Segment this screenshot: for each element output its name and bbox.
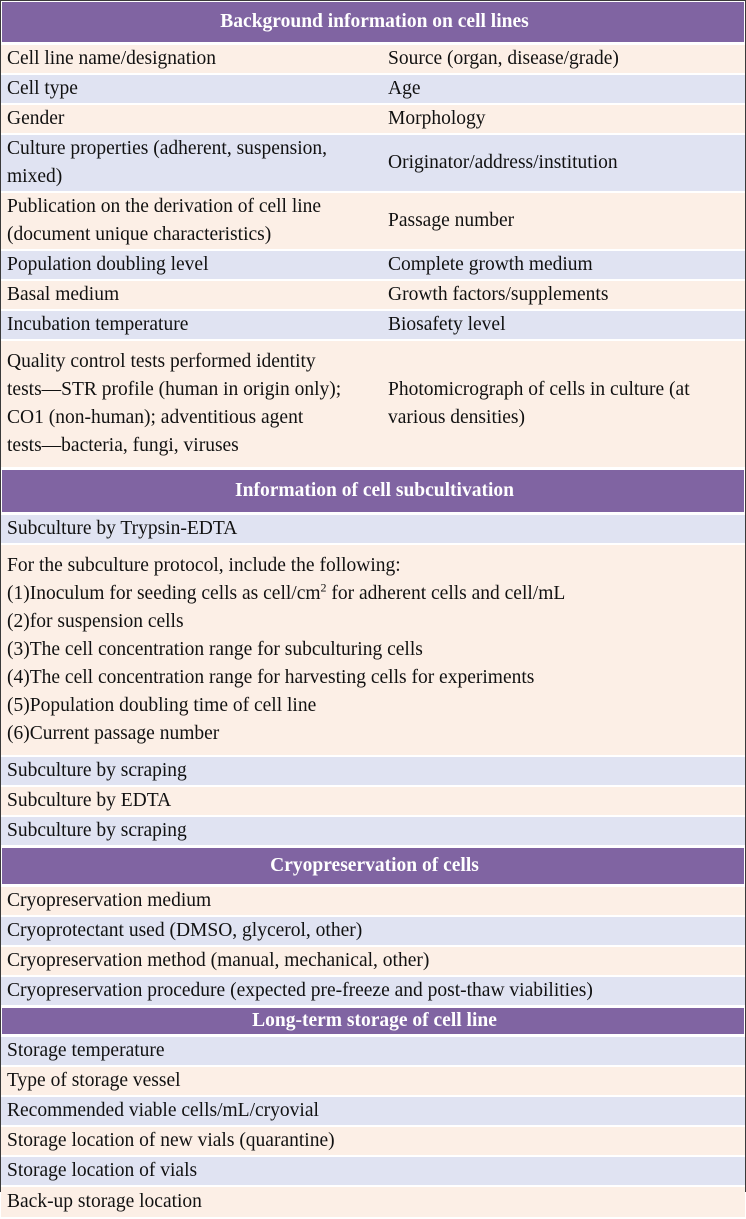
field-label: Storage location of new vials (quarantine) — [1, 1127, 745, 1155]
field-label: Morphology — [382, 105, 745, 133]
protocol-item-text: for adherent cells and cell/mL — [326, 583, 566, 604]
section-header-cryopreservation — [1, 847, 745, 885]
field-label: Subculture by Trypsin-EDTA — [1, 515, 745, 543]
qc-line: tests—bacteria, fungi, viruses — [7, 435, 239, 456]
quality-control-cell — [1, 341, 382, 467]
field-label: Gender — [1, 105, 382, 133]
field-label: Population doubling level — [1, 251, 382, 279]
field-label: Recommended viable cells/mL/cryovial — [1, 1097, 745, 1125]
field-label: Cell line name/designation — [1, 45, 382, 73]
table-row — [1, 75, 745, 103]
field-label: Cell type — [1, 75, 382, 103]
field-label: Passage number — [382, 193, 745, 249]
section-header-subcultivation — [1, 469, 745, 513]
qc-line: Quality control tests performed identity — [7, 351, 316, 372]
protocol-cell — [1, 545, 745, 755]
protocol-item — [7, 580, 742, 608]
protocol-item: (3)The cell concentration range for subculturing cells — [7, 639, 423, 660]
table-row — [1, 1097, 745, 1125]
table-row-quality-control — [1, 341, 745, 467]
qc-line: tests—STR profile (human in origin only); — [7, 379, 342, 400]
protocol-item: (2)for suspension cells — [7, 611, 184, 632]
field-label: Incubation temperature — [1, 311, 382, 339]
field-label: Cryopreservation medium — [1, 887, 745, 915]
field-label: Age — [382, 75, 745, 103]
section-title-subcultivation: Information of cell subcultivation — [1, 469, 745, 513]
field-label: Source (organ, disease/grade) — [382, 45, 745, 73]
field-label: Biosafety level — [382, 311, 745, 339]
field-label: Back-up storage location — [1, 1187, 745, 1217]
field-label: Subculture by EDTA — [1, 787, 745, 815]
table-row — [1, 817, 745, 845]
protocol-intro: For the subculture protocol, include the following: — [7, 555, 401, 576]
field-label: Storage temperature — [1, 1037, 745, 1065]
table-row — [1, 251, 745, 279]
table-row — [1, 887, 745, 915]
field-label: Cryopreservation method (manual, mechanical, other) — [1, 947, 745, 975]
table-row — [1, 281, 745, 309]
table-row — [1, 1157, 745, 1185]
table-row — [1, 193, 745, 249]
table-row — [1, 1127, 745, 1155]
protocol-item: (6)Current passage number — [7, 723, 220, 744]
table-row — [1, 45, 745, 73]
field-label: Subculture by scraping — [1, 817, 745, 845]
section-header-background — [1, 1, 745, 43]
section-title-storage: Long-term storage of cell line — [1, 1007, 745, 1035]
protocol-item: (4)The cell concentration range for harvesting cells for experiments — [7, 667, 535, 688]
superscript: 2 — [320, 580, 327, 595]
field-label: Complete growth medium — [382, 251, 745, 279]
field-label: Publication on the derivation of cell line (document unique characteristics) — [1, 193, 382, 249]
photomicrograph-cell: Photomicrograph of cells in culture (at various densities) — [382, 341, 745, 467]
field-label: Cryopreservation procedure (expected pre-freeze and post-thaw viabilities) — [1, 977, 745, 1005]
cell-line-info-table — [1, 0, 745, 1219]
field-label: Subculture by scraping — [1, 757, 745, 785]
field-label: Growth factors/supplements — [382, 281, 745, 309]
section-header-storage — [1, 1007, 745, 1035]
table-row — [1, 947, 745, 975]
field-label: Originator/address/institution — [382, 135, 745, 191]
table-row — [1, 1037, 745, 1065]
table-row — [1, 977, 745, 1005]
table-row — [1, 917, 745, 945]
protocol-item: (5)Population doubling time of cell line — [7, 695, 317, 716]
table-row — [1, 1067, 745, 1095]
section-title-cryopreservation: Cryopreservation of cells — [1, 847, 745, 885]
table-row — [1, 311, 745, 339]
field-label: Basal medium — [1, 281, 382, 309]
protocol-item-text: (1)Inoculum for seeding cells as cell/cm — [7, 583, 321, 604]
table-row — [1, 787, 745, 815]
table-row — [1, 515, 745, 543]
section-title-background: Background information on cell lines — [1, 1, 745, 43]
table-row — [1, 135, 745, 191]
table-row — [1, 105, 745, 133]
field-label: Storage location of vials — [1, 1157, 745, 1185]
table-row-protocol — [1, 545, 745, 755]
field-label: Culture properties (adherent, suspension, mixed) — [1, 135, 382, 191]
field-label: Type of storage vessel — [1, 1067, 745, 1095]
table-row — [1, 757, 745, 785]
field-label: Cryoprotectant used (DMSO, glycerol, other) — [1, 917, 745, 945]
qc-line: CO1 (non-human); adventitious agent — [7, 407, 304, 428]
